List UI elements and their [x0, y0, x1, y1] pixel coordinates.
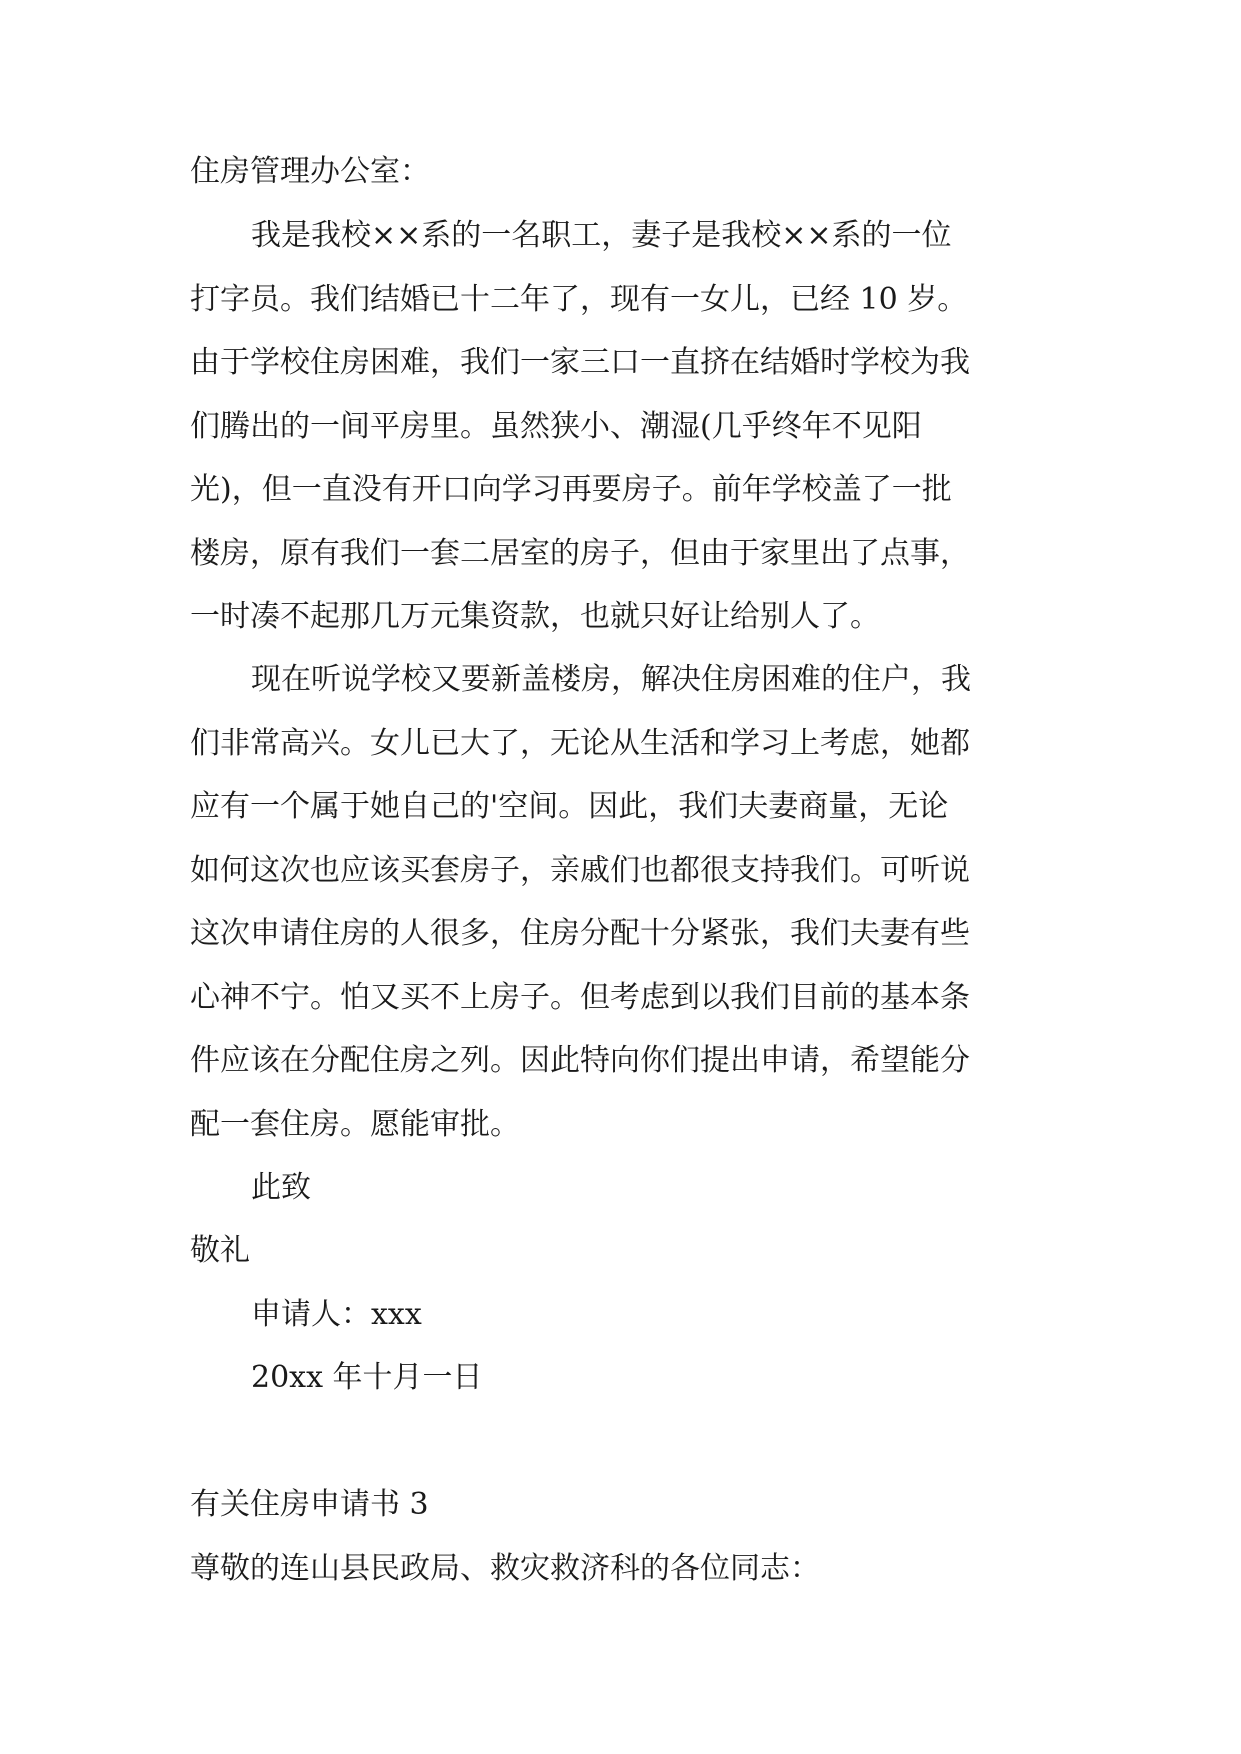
paragraph-line: 由于学校住房困难，我们一家三口一直挤在结婚时学校为我	[190, 345, 970, 380]
closing-jing-li: 敬礼	[190, 1233, 250, 1268]
section-salutation: 尊敬的连山县民政局、救灾救济科的各位同志：	[190, 1551, 820, 1586]
paragraph-line: 应有一个属于她自己的'空间。因此，我们夫妻商量，无论	[190, 789, 949, 824]
letter-date: 20xx 年十月一日	[251, 1360, 483, 1395]
letter-salutation: 住房管理办公室：	[190, 154, 430, 189]
paragraph-line: 楼房，原有我们一套二居室的房子，但由于家里出了点事，	[190, 536, 970, 571]
paragraph-line: 如何这次也应该买套房子，亲戚们也都很支持我们。可听说	[190, 853, 970, 888]
paragraph-line: 我是我校××系的一名职工，妻子是我校××系的一位	[251, 218, 952, 253]
paragraph-line: 打字员。我们结婚已十二年了，现有一女儿，已经 10 岁。	[190, 282, 968, 317]
paragraph-line: 现在听说学校又要新盖楼房，解决住房困难的住户，我	[251, 662, 971, 697]
paragraph-line: 光)，但一直没有开口向学习再要房子。前年学校盖了一批	[190, 472, 952, 507]
paragraph-line: 们腾出的一间平房里。虽然狭小、潮湿(几乎终年不见阳	[190, 409, 922, 444]
paragraph-line: 们非常高兴。女儿已大了，无论从生活和学习上考虑，她都	[190, 726, 970, 761]
section-title: 有关住房申请书 3	[190, 1487, 429, 1522]
applicant-signature: 申请人：xxx	[251, 1297, 422, 1332]
paragraph-line: 这次申请住房的人很多，住房分配十分紧张，我们夫妻有些	[190, 916, 970, 951]
paragraph-line: 一时凑不起那几万元集资款，也就只好让给别人了。	[190, 599, 880, 634]
paragraph-line: 心神不宁。怕又买不上房子。但考虑到以我们目前的基本条	[190, 980, 970, 1015]
paragraph-line: 件应该在分配住房之列。因此特向你们提出申请，希望能分	[190, 1043, 970, 1078]
paragraph-line: 配一套住房。愿能审批。	[190, 1107, 520, 1142]
closing-ci-zhi: 此致	[251, 1170, 311, 1205]
